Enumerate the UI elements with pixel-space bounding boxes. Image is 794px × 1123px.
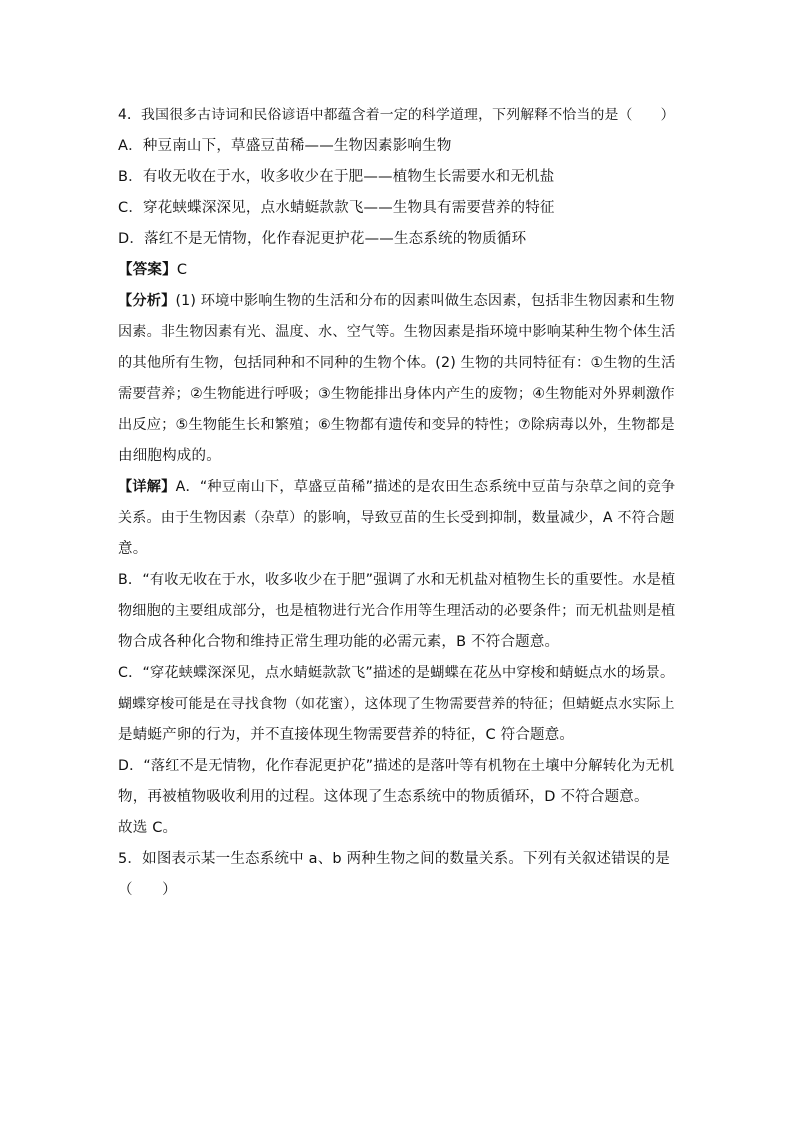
- analysis-line-4: 需要营养；②生物能进行呼吸；③生物能排出身体内产生的废物；④生物能对外界刺激作: [118, 386, 675, 402]
- detail-line-5: 物细胞的主要组成部分，也是植物进行光合作用等生理活动的必要条件；而无机盐则是植: [118, 603, 676, 619]
- question-5-stem: 5．如图表示某一生态系统中 a、b 两种生物之间的数量关系。下列有关叙述错误的是: [118, 851, 671, 867]
- detail-line-8: 蝴蝶穿梭可能是在寻找食物（如花蜜），这体现了生物需要营养的特征；但蜻蜓点水实际上: [118, 696, 675, 712]
- detail-line-9: 是蜻蜓产卵的行为，并不直接体现生物需要营养的特征，C 符合题意。: [118, 727, 575, 743]
- detail-line-4: B．“有收无收在于水，收多收少在于肥”强调了水和无机盐对植物生长的重要性。水是植: [118, 572, 676, 588]
- detail-label: 【详解】: [118, 479, 176, 495]
- detail-line-10: D．“落红不是无情物，化作春泥更护花”描述的是落叶等有机物在土壤中分解转化为无机: [118, 758, 675, 774]
- analysis-line-1: [118, 286, 678, 317]
- answer-line: [118, 255, 678, 286]
- detail-line-1: [118, 472, 678, 503]
- option-a: A．种豆南山下，草盛豆苗稀——生物因素影响生物: [118, 138, 452, 154]
- option-b: B．有收无收在于水，收多收少在于肥——植物生长需要水和无机盐: [118, 169, 555, 185]
- answer-value: C: [176, 262, 188, 278]
- detail-line-7: C．“穿花蛱蝶深深见，点水蜻蜓款款飞”描述的是蝴蝶在花丛中穿梭和蜻蜓点水的场景。: [118, 665, 675, 681]
- answer-label: 【答案】: [118, 262, 177, 278]
- detail-line-11: 物，再被植物吸收利用的过程。这体现了生态系统中的物质循环，D 不符合题意。: [118, 789, 649, 805]
- analysis-text: (1) 环境中影响生物的生活和分布的因素叫做生态因素，包括非生物因素和生物: [175, 293, 675, 309]
- analysis-label: 【分析】: [118, 293, 176, 309]
- detail-line-3: 意。: [118, 541, 148, 557]
- analysis-line-5: 出反应；⑤生物能生长和繁殖；⑥生物都有遗传和变异的特性；⑦除病毒以外，生物都是: [118, 417, 675, 433]
- analysis-line-3: 的其他所有生物，包括同种和不同种的生物个体。(2) 生物的共同特征有：①生物的生活: [118, 355, 676, 371]
- document-body: [118, 100, 678, 906]
- detail-line-2: 关系。由于生物因素（杂草）的影响，导致豆苗的生长受到抑制，数量减少，A 不符合题: [118, 510, 675, 526]
- detail-text: A．“种豆南山下，草盛豆苗稀”描述的是农田生态系统中豆苗与杂草之间的竞争: [175, 479, 676, 495]
- detail-line-6: 物合成各种化合物和维持正常生理功能的必需元素，B 不符合题意。: [118, 634, 560, 650]
- question-4-stem: 4．我国很多古诗词和民俗谚语中都蕴含着一定的科学道理，下列解释不恰当的是（ ）: [118, 107, 675, 123]
- option-c: C．穿花蛱蝶深深见，点水蜻蜓款款飞——生物具有需要营养的特征: [118, 200, 555, 216]
- analysis-line-2: 因素。非生物因素有光、温度、水、空气等。生物因素是指环境中影响某种生物个体生活: [118, 324, 676, 340]
- question-5-blank: （ ）: [118, 882, 177, 898]
- detail-line-12: 故选 C。: [118, 820, 178, 836]
- option-d: D．落红不是无情物，化作春泥更护花——生态系统的物质循环: [118, 231, 527, 247]
- analysis-line-6: 由细胞构成的。: [118, 448, 221, 464]
